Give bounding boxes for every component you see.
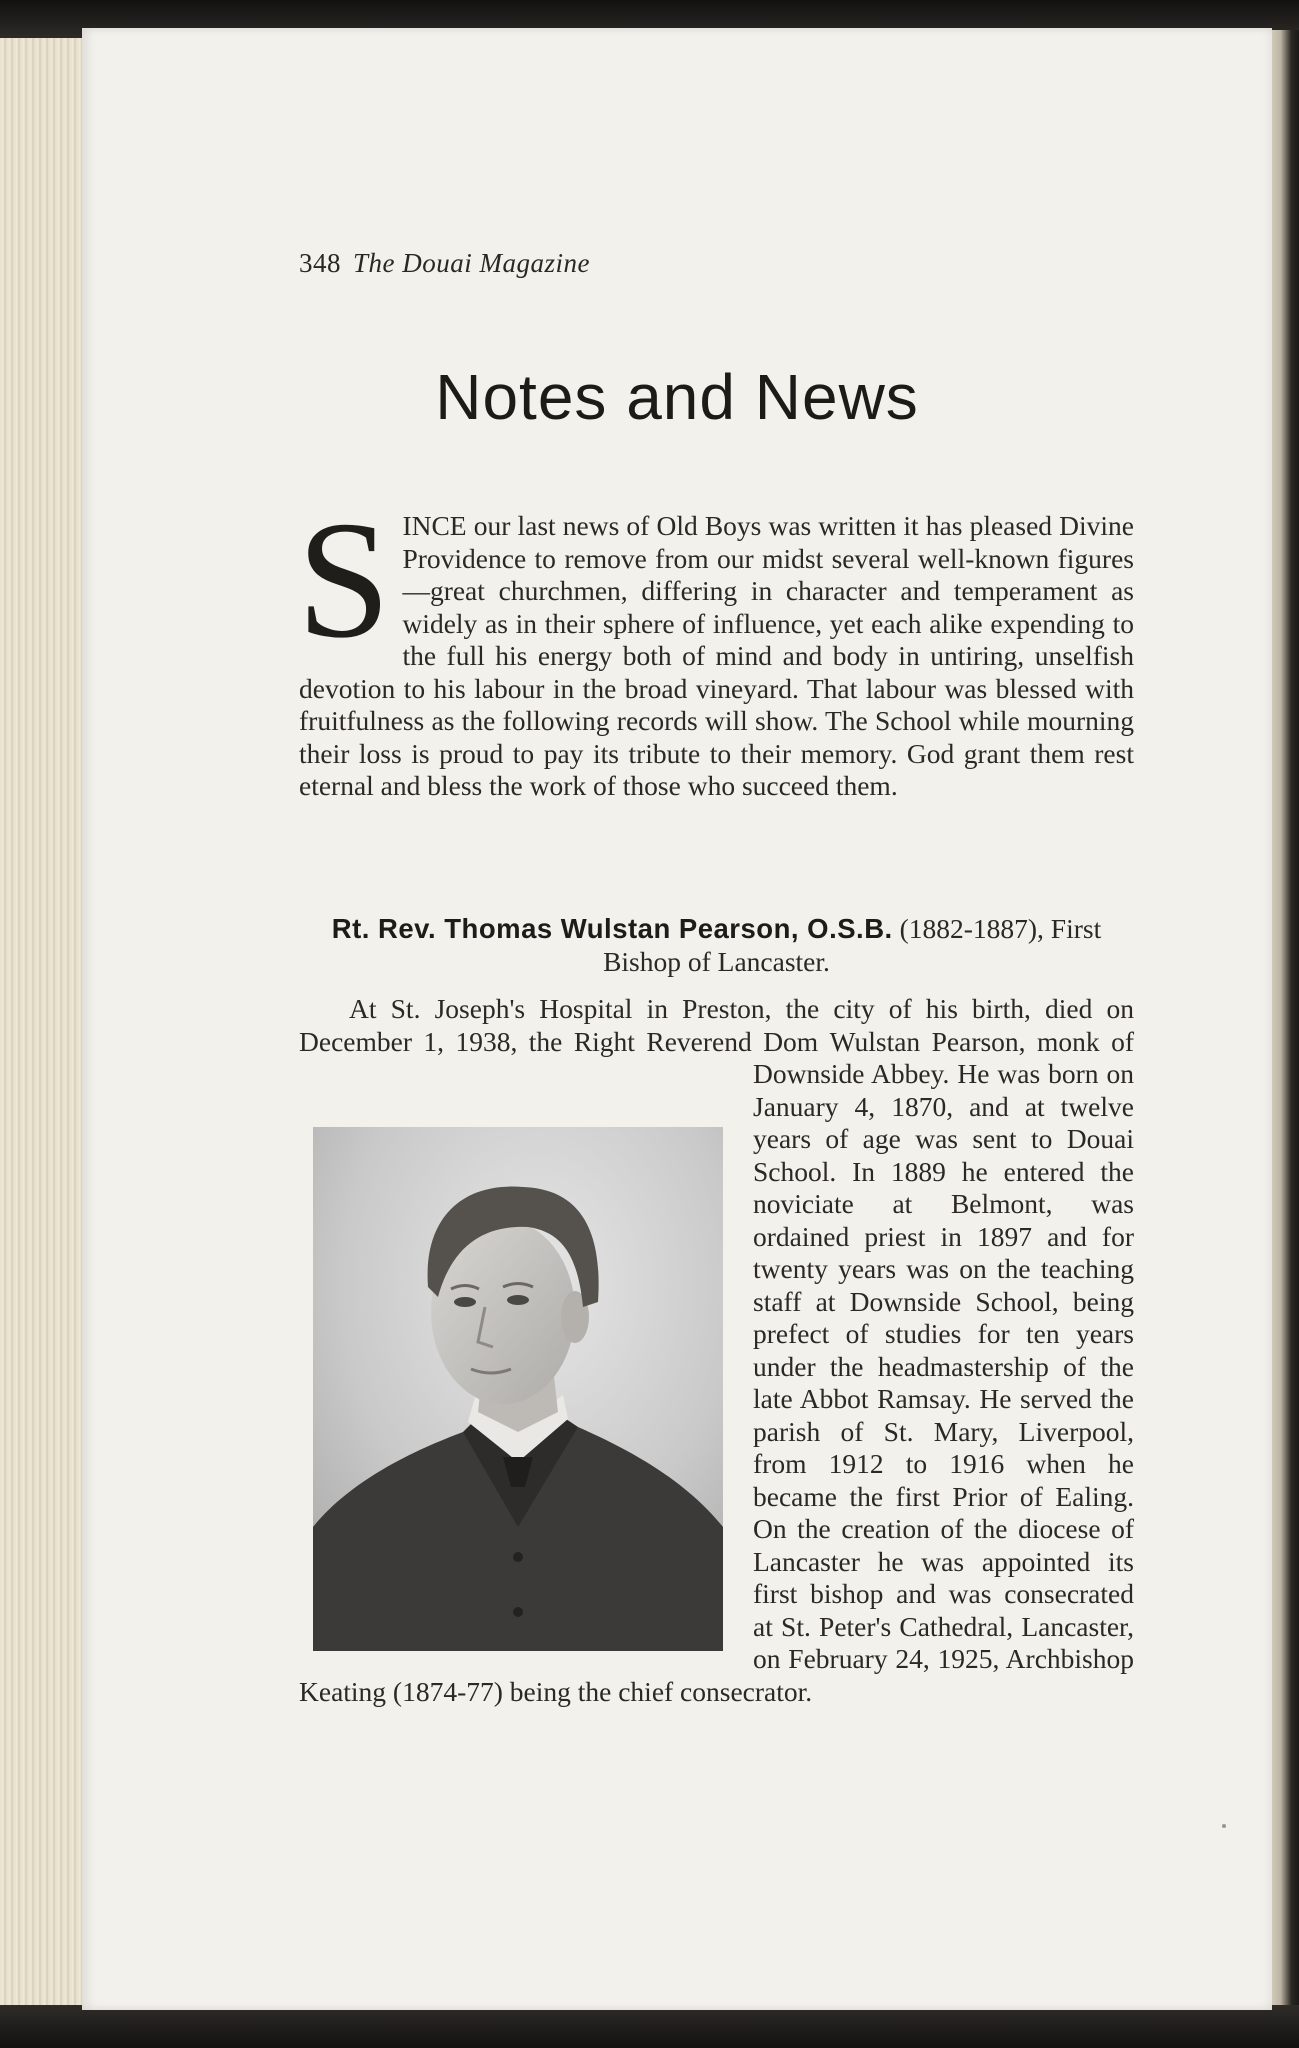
magazine-page (82, 28, 1272, 2010)
paper-speck (1222, 1824, 1226, 1828)
obituary-text-after: Wulstan Pearson, monk of Downside Abbey. He was born on January 4, 1870, and at twelve years of age was sent to Douai School. In 1889 he entered the noviciate at Belmont, was ordained priest in 1897 and for twenty years was on the teaching staff at Downside School, being prefect of studies for ten years under the headmastership of the late Abbot Ramsay. He served the parish of St. Mary, Liverpool, from 1912 to 1916 when he became the first Prior of Ealing. On the creation of the diocese of Lancaster he was appointed its first bishop and was consecrated at St. Peter's Cathedral, Lancaster, on February 24, 1925, Archbishop Keating (1874-77) being the chief consecrator. (299, 1025, 1134, 1707)
article-title: Notes and News (435, 361, 919, 433)
obituary-name: Rt. Rev. Thomas Wulstan Pearson, O.S.B. (331, 913, 893, 944)
book-binding-bottom (0, 2005, 1299, 2048)
page-stack-edge (0, 38, 90, 2010)
obituary-heading (299, 912, 1134, 978)
magazine-title: The Douai Magazine (353, 248, 590, 278)
intro-text: INCE our last news of Old Boys was written it has pleased Divine Providence to remove from our midst several well-known figures—great churchmen, differing in character and temperament as widely as in their sphere of influence, yet each alike expending to the full his energy both of mind and body in untiring, unselfish devotion to his labour in the broad vineyard. That labour was blessed with fruitfulness as the following records will show. The School while mourning their loss is proud to pay its tribute to their memory. God grant them rest eternal and bless the work of those who succeed them. (299, 510, 1134, 801)
running-head (299, 248, 590, 279)
portrait-photo (313, 1127, 723, 1651)
obituary-paragraph (299, 993, 1134, 1708)
drop-cap: S (297, 487, 391, 673)
book-gutter-right (1268, 30, 1299, 2015)
obituary-text-before: At St. Joseph's Hospital in Preston, the city of his birth, died on December 1, 1938, the Right Reverend Dom (299, 993, 1134, 1057)
intro-paragraph (297, 487, 1134, 803)
page-number: 348 (299, 248, 341, 278)
obituary-body (299, 993, 1134, 1708)
obituary-heading-dates: (1882-1887), First Bishop of Lancaster. (603, 913, 1102, 977)
